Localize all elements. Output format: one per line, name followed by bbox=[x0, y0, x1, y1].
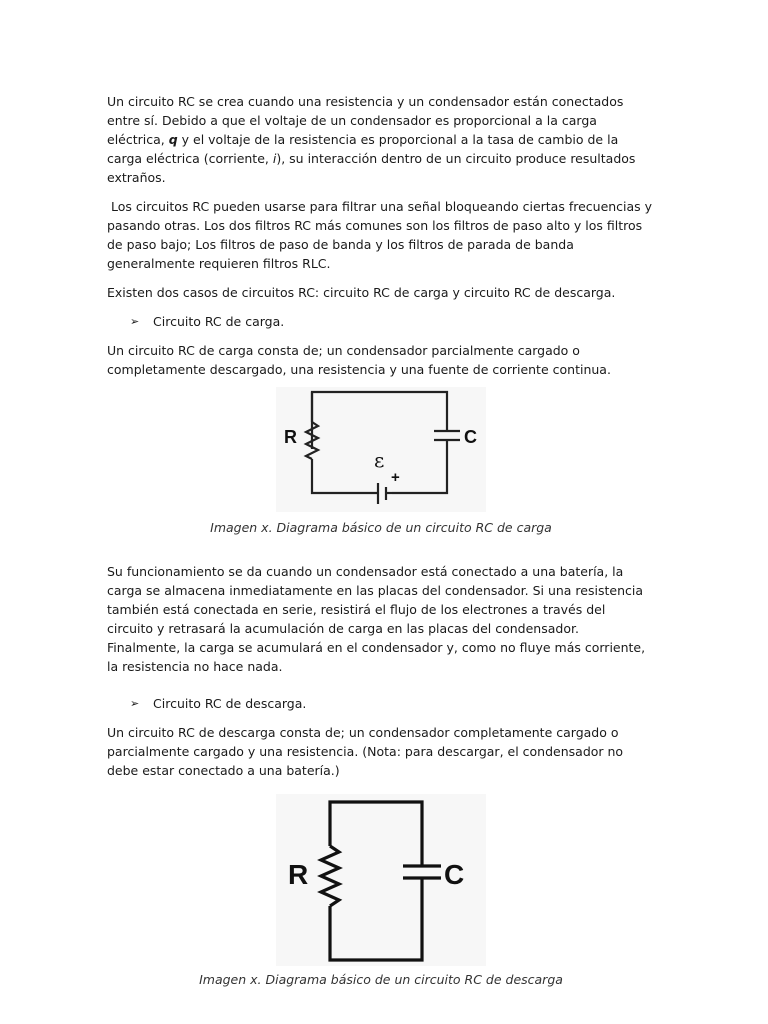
charge-figure-caption: Imagen x. Diagrama básico de un circuito RC de carga bbox=[210, 520, 552, 535]
bullet-discharge-label: Circuito RC de descarga. bbox=[153, 696, 307, 711]
intro-text-b: y el voltaje de la resistencia es proporcional a la tasa de cambio de la carga eléctrica (corriente, bbox=[107, 132, 619, 166]
charge-circuit-diagram bbox=[276, 387, 486, 512]
label-c: C bbox=[464, 427, 477, 447]
label-plus: + bbox=[391, 469, 400, 486]
charge-symbol: q bbox=[168, 132, 178, 147]
label-emf: ε bbox=[374, 448, 385, 472]
arrow-bullet-icon: ➢ bbox=[130, 697, 140, 710]
charge-description: Un circuito RC de carga consta de; un condensador parcialmente cargado o completamente descargado, una resistencia y una fuente de corriente continua. bbox=[107, 343, 611, 377]
filters-paragraph: Los circuitos RC pueden usarse para filtrar una señal bloqueando ciertas frecuencias y pasando otras. Los dos filtros RC más comunes son los filtros de paso alto y los filtros de paso bajo; Los filtros de paso de banda y los filtros de parada de banda generalmente requieren filtros RLC. bbox=[107, 199, 657, 271]
bullet-charge-label: Circuito RC de carga. bbox=[153, 314, 285, 329]
bullet-charge bbox=[130, 312, 655, 331]
cases-paragraph: Existen dos casos de circuitos RC: circuito RC de carga y circuito RC de descarga. bbox=[107, 285, 616, 300]
discharge-circuit-diagram bbox=[276, 794, 486, 966]
arrow-bullet-icon: ➢ bbox=[130, 315, 140, 328]
current-symbol: i bbox=[272, 151, 277, 166]
label-c: C bbox=[444, 859, 465, 890]
intro-text-a: Un circuito RC se crea cuando una resistencia y un condensador están conectados entre sí. Debido a que el voltaje de un condensador es proporcional a la carga eléctrica, bbox=[107, 94, 624, 147]
intro-paragraph bbox=[107, 92, 655, 187]
label-r: R bbox=[284, 427, 297, 447]
discharge-circuit-figure bbox=[107, 794, 655, 989]
bullet-discharge bbox=[130, 694, 655, 713]
discharge-description: Un circuito RC de descarga consta de; un condensador completamente cargado o parcialmente cargado y una resistencia. (Nota: para descargar, el condensador no debe estar conectado a una batería.) bbox=[107, 725, 624, 778]
discharge-figure-caption: Imagen x. Diagrama básico de un circuito RC de descarga bbox=[199, 972, 563, 987]
charge-operation-paragraph: Su funcionamiento se da cuando un condensador está conectado a una batería, la carga se almacena inmediatamente en las placas del condensador. Si una resistencia también está conectada en serie, resistirá el flujo de los electrones a través del circuito y retrasará la acumulación de carga en las placas del condensador. Finalmente, la carga se acumulará en el condensador y, como no fluye más corriente, la resistencia no hace nada. bbox=[107, 564, 646, 674]
intro-text-c: ), su interacción dentro de un circuito produce resultados extraños. bbox=[107, 151, 636, 185]
label-r: R bbox=[288, 859, 309, 890]
charge-circuit-figure bbox=[107, 387, 655, 537]
document-page bbox=[107, 92, 655, 989]
